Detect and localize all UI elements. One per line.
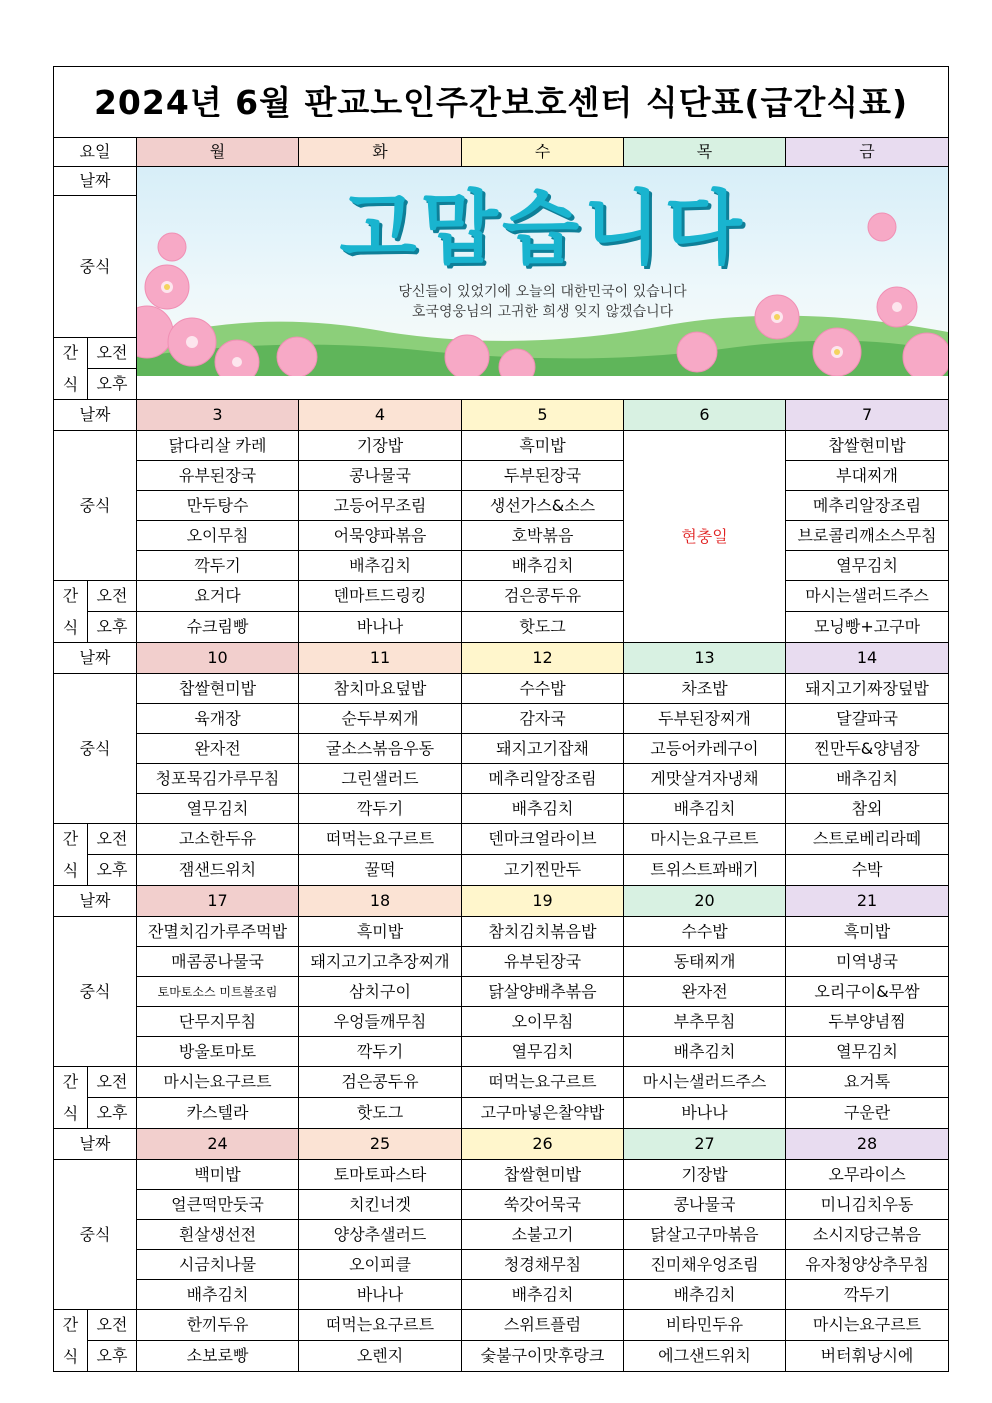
date-cell: 6 <box>624 400 786 431</box>
lunch-label: 중식 <box>54 917 137 1067</box>
menu-item: 얼큰떡만둣국 <box>137 1190 299 1220</box>
weekday-wed: 수 <box>462 138 624 167</box>
menu-item: 깍두기 <box>786 1280 949 1310</box>
date-label: 날짜 <box>54 167 137 196</box>
snack-item: 검은콩두유 <box>299 1067 462 1098</box>
date-cell: 24 <box>137 1129 299 1160</box>
snack-item: 바나나 <box>624 1098 786 1129</box>
pm-label: 오후 <box>88 369 137 400</box>
menu-item: 유자청양상추무침 <box>786 1250 949 1280</box>
page-title: 2024년 6월 판교노인주간보호센터 식단표(급간식표) <box>54 67 949 138</box>
snack-item: 검은콩두유 <box>462 581 624 612</box>
menu-item: 돼지고기잡채 <box>462 734 624 764</box>
menu-item: 열무김치 <box>786 1037 949 1067</box>
menu-item: 동태찌개 <box>624 947 786 977</box>
menu-item: 백미밥 <box>137 1160 299 1190</box>
menu-item: 감자국 <box>462 704 624 734</box>
menu-item: 청경채무침 <box>462 1250 624 1280</box>
snack-item: 트위스트꽈배기 <box>624 855 786 886</box>
menu-item: 미니김치우동 <box>786 1190 949 1220</box>
snack-label: 간 식 <box>54 338 88 400</box>
menu-item: 콩나물국 <box>299 461 462 491</box>
menu-item: 고등어무조림 <box>299 491 462 521</box>
weekday-fri: 금 <box>786 138 949 167</box>
date-cell: 25 <box>299 1129 462 1160</box>
menu-item: 우엉들깨무침 <box>299 1007 462 1037</box>
snack-item: 비타민두유 <box>624 1310 786 1341</box>
menu-item: 완자전 <box>624 977 786 1007</box>
snack-item: 스위트플럼 <box>462 1310 624 1341</box>
menu-item: 유부된장국 <box>137 461 299 491</box>
date-label: 날짜 <box>54 1129 137 1160</box>
menu-item: 두부양념찜 <box>786 1007 949 1037</box>
menu-item: 매콤콩나물국 <box>137 947 299 977</box>
menu-item: 흰살생선전 <box>137 1220 299 1250</box>
snack-item: 떠먹는요구르트 <box>299 1310 462 1341</box>
pm-label: 오후 <box>88 1098 137 1129</box>
menu-item: 유부된장국 <box>462 947 624 977</box>
date-cell: 26 <box>462 1129 624 1160</box>
menu-item: 흑미밥 <box>462 431 624 461</box>
menu-item: 찐만두&양념장 <box>786 734 949 764</box>
menu-item: 배추김치 <box>462 551 624 581</box>
menu-item: 배추김치 <box>624 1037 786 1067</box>
menu-item: 쑥갓어묵국 <box>462 1190 624 1220</box>
menu-item: 배추김치 <box>624 1280 786 1310</box>
snack-item: 에그샌드위치 <box>624 1341 786 1372</box>
snack-label: 간 식 <box>54 581 88 643</box>
snack-item: 마시는샐러드주스 <box>786 581 949 612</box>
weekday-header-label: 요일 <box>54 138 137 167</box>
menu-item: 참치김치볶음밥 <box>462 917 624 947</box>
menu-item: 완자전 <box>137 734 299 764</box>
menu-item: 돼지고기고추장찌개 <box>299 947 462 977</box>
weekday-thu: 목 <box>624 138 786 167</box>
menu-item: 브로콜리깨소스무침 <box>786 521 949 551</box>
menu-item: 참외 <box>786 794 949 824</box>
menu-item: 배추김치 <box>462 794 624 824</box>
menu-item: 굴소스볶음우동 <box>299 734 462 764</box>
menu-item: 호박볶음 <box>462 521 624 551</box>
menu-item: 찹쌀현미밥 <box>462 1160 624 1190</box>
date-label: 날짜 <box>54 400 137 431</box>
snack-item: 한끼두유 <box>137 1310 299 1341</box>
menu-item: 차조밥 <box>624 674 786 704</box>
menu-item: 생선가스&소스 <box>462 491 624 521</box>
menu-item: 수수밥 <box>624 917 786 947</box>
snack-item: 마시는요구르트 <box>137 1067 299 1098</box>
date-cell: 5 <box>462 400 624 431</box>
date-cell: 7 <box>786 400 949 431</box>
pm-label: 오후 <box>88 855 137 886</box>
holiday-cell: 현충일 <box>624 431 786 643</box>
memorial-banner <box>137 167 949 400</box>
meal-plan-table <box>53 66 949 1372</box>
menu-item: 순두부찌개 <box>299 704 462 734</box>
menu-item: 닭살고구마볶음 <box>624 1220 786 1250</box>
menu-item: 양상추샐러드 <box>299 1220 462 1250</box>
menu-item: 흑미밥 <box>299 917 462 947</box>
menu-item: 오이피클 <box>299 1250 462 1280</box>
snack-item: 떠먹는요구르트 <box>462 1067 624 1098</box>
snack-item: 잼샌드위치 <box>137 855 299 886</box>
date-cell: 27 <box>624 1129 786 1160</box>
date-cell: 14 <box>786 643 949 674</box>
snack-item: 덴마트드링킹 <box>299 581 462 612</box>
menu-item: 부대찌개 <box>786 461 949 491</box>
menu-item: 육개장 <box>137 704 299 734</box>
snack-item: 슈크림빵 <box>137 612 299 643</box>
am-label: 오전 <box>88 1067 137 1098</box>
menu-item: 토마토파스타 <box>299 1160 462 1190</box>
snack-item: 덴마크얼라이브 <box>462 824 624 855</box>
menu-item: 잔멸치김가루주먹밥 <box>137 917 299 947</box>
menu-item: 배추김치 <box>786 764 949 794</box>
menu-item: 진미채우엉조림 <box>624 1250 786 1280</box>
menu-item: 수수밥 <box>462 674 624 704</box>
menu-item: 찹쌀현미밥 <box>786 431 949 461</box>
menu-item: 오이무침 <box>462 1007 624 1037</box>
snack-item: 오렌지 <box>299 1341 462 1372</box>
menu-item: 두부된장찌개 <box>624 704 786 734</box>
am-label: 오전 <box>88 1310 137 1341</box>
menu-item: 찹쌀현미밥 <box>137 674 299 704</box>
snack-label: 간 식 <box>54 1067 88 1129</box>
menu-item: 그린샐러드 <box>299 764 462 794</box>
date-cell: 18 <box>299 886 462 917</box>
snack-item: 핫도그 <box>462 612 624 643</box>
menu-item: 오리구이&무쌈 <box>786 977 949 1007</box>
date-cell: 28 <box>786 1129 949 1160</box>
snack-item: 구운란 <box>786 1098 949 1129</box>
menu-item: 어묵양파볶음 <box>299 521 462 551</box>
menu-item: 소불고기 <box>462 1220 624 1250</box>
date-cell: 11 <box>299 643 462 674</box>
date-cell: 4 <box>299 400 462 431</box>
date-cell: 20 <box>624 886 786 917</box>
banner-message-2: 호국영웅님의 고귀한 희생 잊지 않겠습니다 <box>411 304 674 320</box>
menu-item: 참치마요덮밥 <box>299 674 462 704</box>
snack-item: 꿀떡 <box>299 855 462 886</box>
snack-item: 수박 <box>786 855 949 886</box>
menu-item: 열무김치 <box>462 1037 624 1067</box>
menu-item: 깍두기 <box>299 794 462 824</box>
menu-item: 소시지당근볶음 <box>786 1220 949 1250</box>
pm-label: 오후 <box>88 1341 137 1372</box>
menu-item: 게맛살겨자냉채 <box>624 764 786 794</box>
menu-item: 만두탕수 <box>137 491 299 521</box>
menu-item: 배추김치 <box>624 794 786 824</box>
menu-item: 기장밥 <box>299 431 462 461</box>
menu-item: 닭다리살 카레 <box>137 431 299 461</box>
menu-item: 고등어카레구이 <box>624 734 786 764</box>
menu-item: 배추김치 <box>299 551 462 581</box>
date-label: 날짜 <box>54 643 137 674</box>
snack-item: 숯불구이맛후랑크 <box>462 1341 624 1372</box>
am-label: 오전 <box>88 581 137 612</box>
menu-item: 오무라이스 <box>786 1160 949 1190</box>
menu-item: 메추리알장조림 <box>462 764 624 794</box>
snack-item: 떠먹는요구르트 <box>299 824 462 855</box>
menu-item: 방울토마토 <box>137 1037 299 1067</box>
banner-title: 고맙습니다 <box>339 182 746 275</box>
date-cell: 3 <box>137 400 299 431</box>
menu-item: 배추김치 <box>137 1280 299 1310</box>
lunch-label: 중식 <box>54 431 137 581</box>
date-cell: 13 <box>624 643 786 674</box>
banner-message-1: 당신들이 있었기에 오늘의 대한민국이 있습니다 <box>398 284 687 300</box>
menu-item: 메추리알장조림 <box>786 491 949 521</box>
menu-item: 시금치나물 <box>137 1250 299 1280</box>
snack-label: 간 식 <box>54 1310 88 1372</box>
snack-item: 마시는샐러드주스 <box>624 1067 786 1098</box>
snack-item: 소보로빵 <box>137 1341 299 1372</box>
menu-item: 깍두기 <box>299 1037 462 1067</box>
snack-item: 핫도그 <box>299 1098 462 1129</box>
snack-item: 모닝빵+고구마 <box>786 612 949 643</box>
menu-item: 닭살양배추볶음 <box>462 977 624 1007</box>
snack-item: 고기찐만두 <box>462 855 624 886</box>
menu-item: 흑미밥 <box>786 917 949 947</box>
menu-item: 열무김치 <box>786 551 949 581</box>
menu-item: 두부된장국 <box>462 461 624 491</box>
date-label: 날짜 <box>54 886 137 917</box>
snack-item: 마시는요구르트 <box>624 824 786 855</box>
snack-item: 요거톡 <box>786 1067 949 1098</box>
menu-item: 오이무침 <box>137 521 299 551</box>
menu-item: 돼지고기짜장덮밥 <box>786 674 949 704</box>
snack-item: 스트로베리라떼 <box>786 824 949 855</box>
menu-item: 바나나 <box>299 1280 462 1310</box>
snack-item: 고소한두유 <box>137 824 299 855</box>
snack-item: 바나나 <box>299 612 462 643</box>
menu-item: 달걀파국 <box>786 704 949 734</box>
date-cell: 17 <box>137 886 299 917</box>
menu-item: 배추김치 <box>462 1280 624 1310</box>
menu-item: 청포묵김가루무침 <box>137 764 299 794</box>
menu-item: 단무지무침 <box>137 1007 299 1037</box>
snack-label: 간 식 <box>54 824 88 886</box>
snack-item: 마시는요구르트 <box>786 1310 949 1341</box>
menu-item: 열무김치 <box>137 794 299 824</box>
menu-item: 깍두기 <box>137 551 299 581</box>
menu-item: 미역냉국 <box>786 947 949 977</box>
snack-item: 고구마넣은찰약밥 <box>462 1098 624 1129</box>
am-label: 오전 <box>88 824 137 855</box>
snack-item: 요거다 <box>137 581 299 612</box>
menu-item: 기장밥 <box>624 1160 786 1190</box>
date-cell: 19 <box>462 886 624 917</box>
menu-item: 치킨너겟 <box>299 1190 462 1220</box>
snack-item: 카스텔라 <box>137 1098 299 1129</box>
weekday-tue: 화 <box>299 138 462 167</box>
pm-label: 오후 <box>88 612 137 643</box>
menu-item: 콩나물국 <box>624 1190 786 1220</box>
date-cell: 12 <box>462 643 624 674</box>
weekday-mon: 월 <box>137 138 299 167</box>
snack-item: 버터휘낭시에 <box>786 1341 949 1372</box>
lunch-label: 중식 <box>54 196 137 338</box>
date-cell: 10 <box>137 643 299 674</box>
menu-item: 삼치구이 <box>299 977 462 1007</box>
menu-item: 부추무침 <box>624 1007 786 1037</box>
date-cell: 21 <box>786 886 949 917</box>
menu-item: 토마토소스 미트볼조림 <box>137 977 299 1007</box>
lunch-label: 중식 <box>54 1160 137 1310</box>
am-label: 오전 <box>88 338 137 369</box>
lunch-label: 중식 <box>54 674 137 824</box>
